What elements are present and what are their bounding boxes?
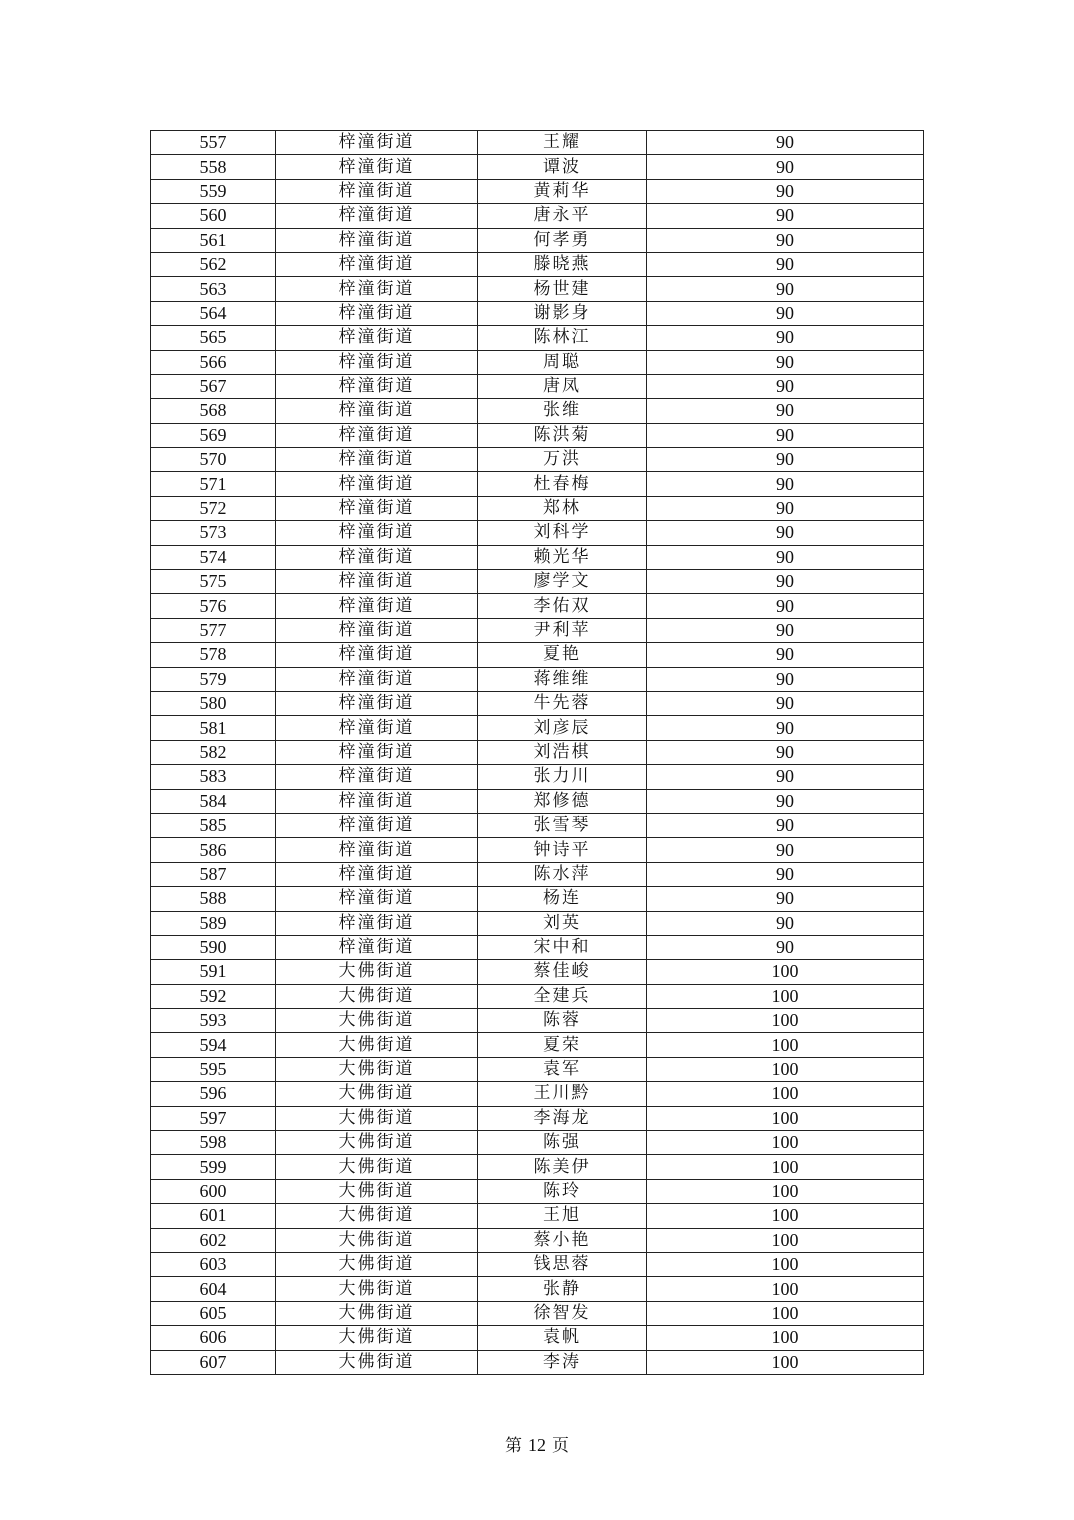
score-cell: 90 — [647, 496, 924, 520]
score-cell: 90 — [647, 131, 924, 155]
name-cell: 张维 — [478, 399, 647, 423]
name-cell: 刘彦辰 — [478, 716, 647, 740]
name-cell: 刘浩棋 — [478, 740, 647, 764]
table-row — [151, 887, 924, 911]
row-number-cell: 603 — [151, 1252, 276, 1276]
table-row — [151, 1326, 924, 1350]
table-row — [151, 1082, 924, 1106]
score-cell: 90 — [647, 423, 924, 447]
street-cell: 梓潼街道 — [276, 740, 478, 764]
row-number-cell: 592 — [151, 984, 276, 1008]
score-cell: 90 — [647, 691, 924, 715]
row-number-cell: 600 — [151, 1179, 276, 1203]
table-row — [151, 1057, 924, 1081]
row-number-cell: 559 — [151, 179, 276, 203]
score-cell: 90 — [647, 935, 924, 959]
score-cell: 90 — [647, 887, 924, 911]
street-cell: 梓潼街道 — [276, 496, 478, 520]
street-cell: 梓潼街道 — [276, 326, 478, 350]
score-cell: 90 — [647, 399, 924, 423]
score-cell: 90 — [647, 643, 924, 667]
name-cell: 陈美伊 — [478, 1155, 647, 1179]
table-row — [151, 1301, 924, 1325]
street-cell: 梓潼街道 — [276, 301, 478, 325]
street-cell: 大佛街道 — [276, 1033, 478, 1057]
name-cell: 何孝勇 — [478, 228, 647, 252]
name-cell: 蔡小艳 — [478, 1228, 647, 1252]
street-cell: 梓潼街道 — [276, 911, 478, 935]
page-prefix: 第 — [505, 1436, 522, 1456]
street-cell: 梓潼街道 — [276, 448, 478, 472]
street-cell: 梓潼街道 — [276, 643, 478, 667]
row-number-cell: 564 — [151, 301, 276, 325]
score-cell: 90 — [647, 374, 924, 398]
street-cell: 大佛街道 — [276, 1106, 478, 1130]
score-cell: 90 — [647, 277, 924, 301]
street-cell: 梓潼街道 — [276, 155, 478, 179]
name-cell: 陈蓉 — [478, 1009, 647, 1033]
street-cell: 梓潼街道 — [276, 252, 478, 276]
table-row — [151, 911, 924, 935]
table-row — [151, 521, 924, 545]
score-cell: 100 — [647, 1131, 924, 1155]
table-row — [151, 374, 924, 398]
name-cell: 李涛 — [478, 1350, 647, 1374]
score-cell: 90 — [647, 838, 924, 862]
name-cell: 张力川 — [478, 765, 647, 789]
table-row — [151, 789, 924, 813]
name-cell: 滕晓燕 — [478, 252, 647, 276]
street-cell: 大佛街道 — [276, 1131, 478, 1155]
table-row — [151, 1131, 924, 1155]
name-cell: 唐永平 — [478, 204, 647, 228]
table-row — [151, 1252, 924, 1276]
score-cell: 90 — [647, 155, 924, 179]
name-cell: 周聪 — [478, 350, 647, 374]
street-cell: 大佛街道 — [276, 1204, 478, 1228]
table-row — [151, 252, 924, 276]
table-row — [151, 472, 924, 496]
row-number-cell: 557 — [151, 131, 276, 155]
score-cell: 100 — [647, 1033, 924, 1057]
table-row — [151, 277, 924, 301]
street-cell: 梓潼街道 — [276, 179, 478, 203]
name-cell: 钟诗平 — [478, 838, 647, 862]
row-number-cell: 562 — [151, 252, 276, 276]
table-row — [151, 740, 924, 764]
score-cell: 90 — [647, 618, 924, 642]
row-number-cell: 597 — [151, 1106, 276, 1130]
name-cell: 王川黔 — [478, 1082, 647, 1106]
row-number-cell: 585 — [151, 813, 276, 837]
street-cell: 大佛街道 — [276, 1277, 478, 1301]
street-cell: 大佛街道 — [276, 1009, 478, 1033]
page-number: 12 — [528, 1435, 546, 1455]
row-number-cell: 595 — [151, 1057, 276, 1081]
street-cell: 梓潼街道 — [276, 862, 478, 886]
row-number-cell: 575 — [151, 570, 276, 594]
name-cell: 赖光华 — [478, 545, 647, 569]
table-row — [151, 155, 924, 179]
table-row — [151, 399, 924, 423]
name-cell: 蒋维维 — [478, 667, 647, 691]
score-cell: 90 — [647, 594, 924, 618]
street-cell: 梓潼街道 — [276, 618, 478, 642]
table-row — [151, 862, 924, 886]
table-row — [151, 423, 924, 447]
row-number-cell: 593 — [151, 1009, 276, 1033]
name-cell: 全建兵 — [478, 984, 647, 1008]
records-table-body — [151, 131, 924, 1375]
street-cell: 大佛街道 — [276, 1179, 478, 1203]
name-cell: 廖学文 — [478, 570, 647, 594]
score-cell: 90 — [647, 350, 924, 374]
table-row — [151, 643, 924, 667]
row-number-cell: 588 — [151, 887, 276, 911]
street-cell: 梓潼街道 — [276, 691, 478, 715]
street-cell: 梓潼街道 — [276, 813, 478, 837]
score-cell: 100 — [647, 960, 924, 984]
name-cell: 陈强 — [478, 1131, 647, 1155]
table-row — [151, 204, 924, 228]
street-cell: 梓潼街道 — [276, 765, 478, 789]
table-row — [151, 179, 924, 203]
street-cell: 大佛街道 — [276, 1252, 478, 1276]
score-cell: 100 — [647, 1057, 924, 1081]
row-number-cell: 598 — [151, 1131, 276, 1155]
row-number-cell: 587 — [151, 862, 276, 886]
name-cell: 黄莉华 — [478, 179, 647, 203]
row-number-cell: 604 — [151, 1277, 276, 1301]
row-number-cell: 594 — [151, 1033, 276, 1057]
street-cell: 大佛街道 — [276, 1301, 478, 1325]
street-cell: 梓潼街道 — [276, 350, 478, 374]
row-number-cell: 596 — [151, 1082, 276, 1106]
row-number-cell: 560 — [151, 204, 276, 228]
name-cell: 杨连 — [478, 887, 647, 911]
score-cell: 100 — [647, 1106, 924, 1130]
score-cell: 100 — [647, 1301, 924, 1325]
name-cell: 尹利苹 — [478, 618, 647, 642]
name-cell: 杜春梅 — [478, 472, 647, 496]
name-cell: 陈水萍 — [478, 862, 647, 886]
name-cell: 张雪琴 — [478, 813, 647, 837]
table-row — [151, 1228, 924, 1252]
row-number-cell: 580 — [151, 691, 276, 715]
street-cell: 大佛街道 — [276, 984, 478, 1008]
score-cell: 100 — [647, 1179, 924, 1203]
score-cell: 90 — [647, 252, 924, 276]
table-row — [151, 765, 924, 789]
score-cell: 100 — [647, 1009, 924, 1033]
row-number-cell: 601 — [151, 1204, 276, 1228]
table-row — [151, 1350, 924, 1374]
street-cell: 大佛街道 — [276, 1350, 478, 1374]
row-number-cell: 606 — [151, 1326, 276, 1350]
name-cell: 王耀 — [478, 131, 647, 155]
table-row — [151, 570, 924, 594]
score-cell: 90 — [647, 716, 924, 740]
row-number-cell: 561 — [151, 228, 276, 252]
row-number-cell: 578 — [151, 643, 276, 667]
street-cell: 梓潼街道 — [276, 374, 478, 398]
table-row — [151, 448, 924, 472]
street-cell: 梓潼街道 — [276, 935, 478, 959]
row-number-cell: 570 — [151, 448, 276, 472]
table-row — [151, 618, 924, 642]
name-cell: 袁军 — [478, 1057, 647, 1081]
row-number-cell: 563 — [151, 277, 276, 301]
street-cell: 梓潼街道 — [276, 716, 478, 740]
table-row — [151, 813, 924, 837]
name-cell: 王旭 — [478, 1204, 647, 1228]
name-cell: 蔡佳峻 — [478, 960, 647, 984]
score-cell: 90 — [647, 228, 924, 252]
table-row — [151, 1106, 924, 1130]
row-number-cell: 566 — [151, 350, 276, 374]
street-cell: 梓潼街道 — [276, 887, 478, 911]
table-row — [151, 496, 924, 520]
table-row — [151, 1033, 924, 1057]
table-row — [151, 984, 924, 1008]
score-cell: 90 — [647, 789, 924, 813]
table-row — [151, 716, 924, 740]
name-cell: 袁帆 — [478, 1326, 647, 1350]
table-row — [151, 228, 924, 252]
street-cell: 梓潼街道 — [276, 789, 478, 813]
page-suffix: 页 — [552, 1436, 569, 1456]
table-row — [151, 1277, 924, 1301]
street-cell: 梓潼街道 — [276, 204, 478, 228]
row-number-cell: 584 — [151, 789, 276, 813]
score-cell: 90 — [647, 862, 924, 886]
name-cell: 陈玲 — [478, 1179, 647, 1203]
table-row — [151, 1155, 924, 1179]
row-number-cell: 583 — [151, 765, 276, 789]
row-number-cell: 591 — [151, 960, 276, 984]
name-cell: 刘英 — [478, 911, 647, 935]
street-cell: 梓潼街道 — [276, 228, 478, 252]
table-row — [151, 1204, 924, 1228]
table-row — [151, 301, 924, 325]
row-number-cell: 590 — [151, 935, 276, 959]
street-cell: 梓潼街道 — [276, 667, 478, 691]
name-cell: 陈洪菊 — [478, 423, 647, 447]
score-cell: 100 — [647, 1277, 924, 1301]
row-number-cell: 572 — [151, 496, 276, 520]
score-cell: 100 — [647, 1082, 924, 1106]
name-cell: 郑修德 — [478, 789, 647, 813]
row-number-cell: 607 — [151, 1350, 276, 1374]
street-cell: 梓潼街道 — [276, 570, 478, 594]
score-cell: 100 — [647, 1252, 924, 1276]
row-number-cell: 571 — [151, 472, 276, 496]
row-number-cell: 565 — [151, 326, 276, 350]
street-cell: 大佛街道 — [276, 1326, 478, 1350]
table-row — [151, 838, 924, 862]
score-cell: 90 — [647, 521, 924, 545]
table-row — [151, 960, 924, 984]
score-cell: 100 — [647, 1326, 924, 1350]
table-row — [151, 594, 924, 618]
row-number-cell: 579 — [151, 667, 276, 691]
street-cell: 梓潼街道 — [276, 131, 478, 155]
table-row — [151, 131, 924, 155]
row-number-cell: 558 — [151, 155, 276, 179]
street-cell: 梓潼街道 — [276, 594, 478, 618]
row-number-cell: 589 — [151, 911, 276, 935]
row-number-cell: 576 — [151, 594, 276, 618]
name-cell: 万洪 — [478, 448, 647, 472]
score-cell: 90 — [647, 301, 924, 325]
row-number-cell: 599 — [151, 1155, 276, 1179]
name-cell: 郑林 — [478, 496, 647, 520]
table-row — [151, 350, 924, 374]
row-number-cell: 577 — [151, 618, 276, 642]
score-cell: 90 — [647, 740, 924, 764]
score-cell: 90 — [647, 813, 924, 837]
table-row — [151, 935, 924, 959]
name-cell: 李佑双 — [478, 594, 647, 618]
table-row — [151, 1179, 924, 1203]
name-cell: 牛先蓉 — [478, 691, 647, 715]
score-cell: 100 — [647, 984, 924, 1008]
score-cell: 90 — [647, 204, 924, 228]
table-row — [151, 545, 924, 569]
row-number-cell: 581 — [151, 716, 276, 740]
street-cell: 大佛街道 — [276, 1228, 478, 1252]
street-cell: 梓潼街道 — [276, 472, 478, 496]
name-cell: 刘科学 — [478, 521, 647, 545]
street-cell: 梓潼街道 — [276, 838, 478, 862]
score-cell: 90 — [647, 179, 924, 203]
name-cell: 宋中和 — [478, 935, 647, 959]
street-cell: 大佛街道 — [276, 960, 478, 984]
row-number-cell: 568 — [151, 399, 276, 423]
score-cell: 90 — [647, 911, 924, 935]
street-cell: 大佛街道 — [276, 1057, 478, 1081]
name-cell: 唐凤 — [478, 374, 647, 398]
name-cell: 夏荣 — [478, 1033, 647, 1057]
row-number-cell: 569 — [151, 423, 276, 447]
records-table-container — [150, 130, 924, 1375]
row-number-cell: 567 — [151, 374, 276, 398]
score-cell: 90 — [647, 570, 924, 594]
street-cell: 梓潼街道 — [276, 521, 478, 545]
score-cell: 100 — [647, 1350, 924, 1374]
score-cell: 90 — [647, 326, 924, 350]
street-cell: 梓潼街道 — [276, 399, 478, 423]
name-cell: 张静 — [478, 1277, 647, 1301]
row-number-cell: 602 — [151, 1228, 276, 1252]
table-row — [151, 1009, 924, 1033]
table-row — [151, 326, 924, 350]
street-cell: 大佛街道 — [276, 1155, 478, 1179]
row-number-cell: 605 — [151, 1301, 276, 1325]
score-cell: 90 — [647, 448, 924, 472]
name-cell: 徐智发 — [478, 1301, 647, 1325]
score-cell: 100 — [647, 1155, 924, 1179]
row-number-cell: 574 — [151, 545, 276, 569]
table-row — [151, 691, 924, 715]
row-number-cell: 573 — [151, 521, 276, 545]
street-cell: 大佛街道 — [276, 1082, 478, 1106]
name-cell: 杨世建 — [478, 277, 647, 301]
score-cell: 100 — [647, 1204, 924, 1228]
page-footer — [0, 1431, 1074, 1456]
name-cell: 陈林江 — [478, 326, 647, 350]
name-cell: 夏艳 — [478, 643, 647, 667]
score-cell: 90 — [647, 545, 924, 569]
row-number-cell: 582 — [151, 740, 276, 764]
name-cell: 谭波 — [478, 155, 647, 179]
name-cell: 谢影身 — [478, 301, 647, 325]
score-cell: 90 — [647, 765, 924, 789]
score-cell: 90 — [647, 667, 924, 691]
street-cell: 梓潼街道 — [276, 277, 478, 301]
name-cell: 李海龙 — [478, 1106, 647, 1130]
score-cell: 100 — [647, 1228, 924, 1252]
table-row — [151, 667, 924, 691]
score-cell: 90 — [647, 472, 924, 496]
street-cell: 梓潼街道 — [276, 423, 478, 447]
street-cell: 梓潼街道 — [276, 545, 478, 569]
row-number-cell: 586 — [151, 838, 276, 862]
records-table — [150, 130, 924, 1375]
name-cell: 钱思蓉 — [478, 1252, 647, 1276]
